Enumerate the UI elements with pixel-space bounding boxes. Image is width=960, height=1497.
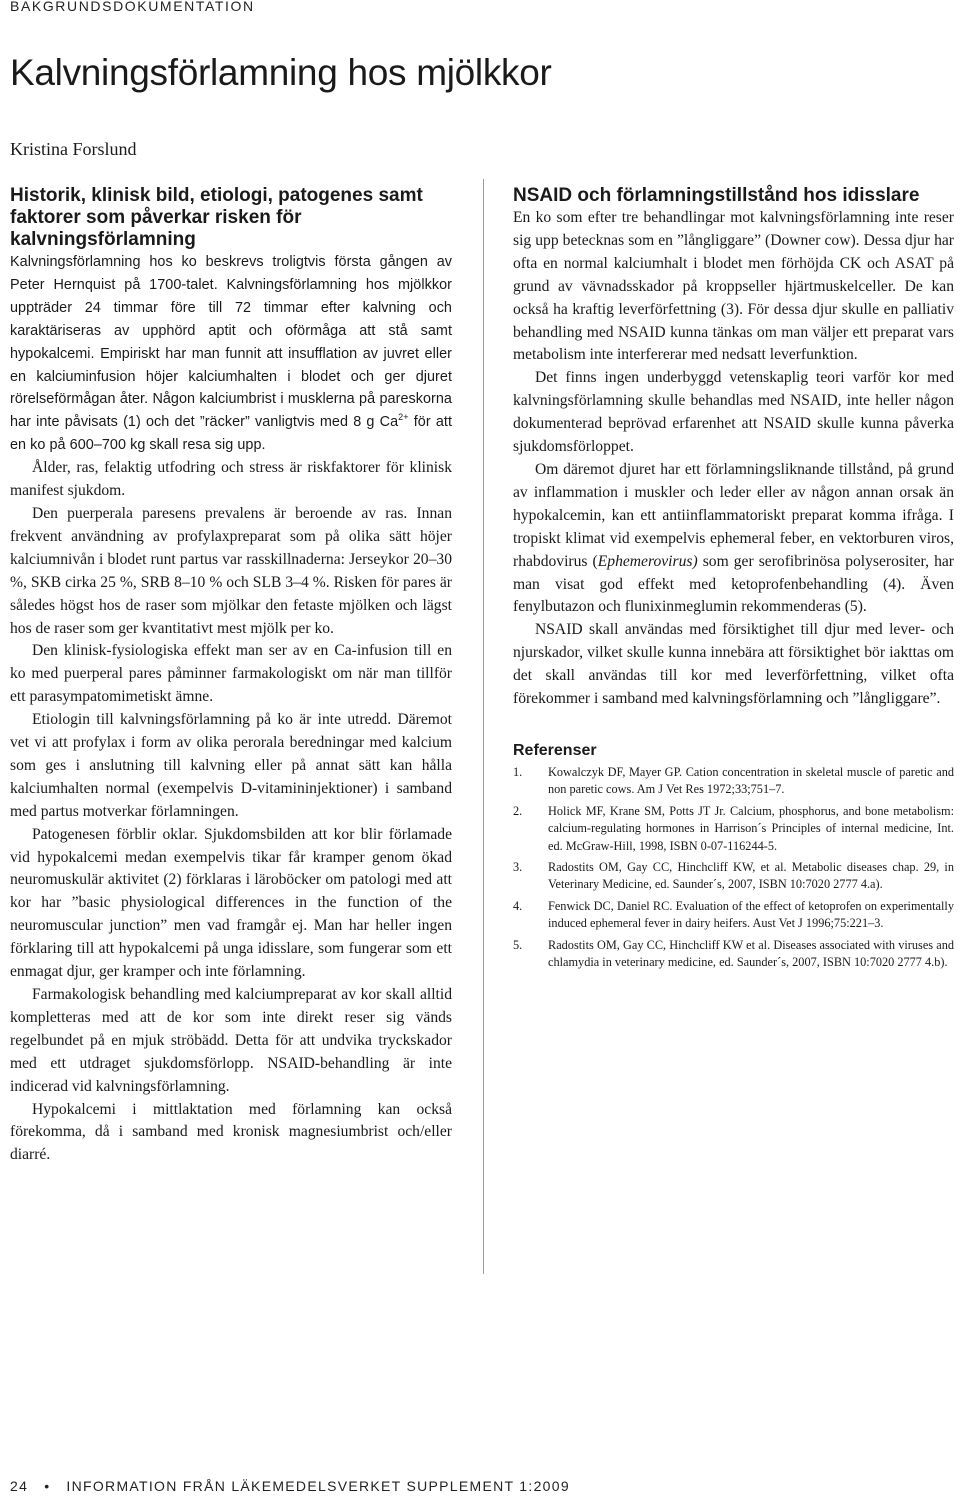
reference-item: [513, 803, 954, 855]
references-heading: Referenser: [513, 741, 597, 759]
reference-item: [513, 898, 954, 933]
paragraph: [513, 459, 954, 619]
reference-text: Kowalczyk DF, Mayer GP. Cation concentration in skeletal muscle of paretic and non paretic cows. Am J Vet Res 1972;33;751–7.: [548, 764, 954, 797]
section-heading-nsaid: NSAID och förlamningstillstånd hos idisslare: [513, 185, 920, 206]
bullet-separator-icon: •: [44, 1478, 51, 1494]
reference-item: [513, 764, 954, 799]
reference-number: 3.: [513, 859, 523, 874]
section-heading-history: Historik, klinisk bild, etiologi, patogenes samt faktorer som påverkar risken för kalvningsförlamning: [10, 185, 423, 250]
right-column: [513, 185, 954, 975]
reference-list: [513, 764, 954, 971]
reference-item: [513, 937, 954, 972]
paragraph-text-tail: för att en ko på 600–700 kg skall resa sig upp.: [10, 414, 452, 454]
reference-text: Holick MF, Krane SM, Potts JT Jr. Calcium, phosphorus, and bone metabolism: calcium-regulating hormones in Harrison´s Principles of internal medicine, Int. ed. McGraw-Hill, 1998, ISBN 0-07-116244-5.: [548, 803, 954, 853]
paragraph: Den puerperala paresens prevalens är beroende av ras. Innan frekvent användning av profylaxpreparat som på olika sätt höjer kalciumnivån i blodet runt partus var rasskillnaderna: Jerseykor 20–30 %, SKB cirka 25 %, SRB 8–10 % och SLB 3–4 %. Risken för pares är således högst hos de raser som mjölkar den fetaste mjölken och lägst hos de raser som ger kvantitativt mest mjölk per ko.: [10, 504, 452, 637]
publication-name: INFORMATION FRÅN LÄKEMEDELSVERKET SUPPLEMENT 1:2009: [66, 1478, 570, 1494]
superscript-charge: 2+: [398, 412, 409, 423]
paragraph: NSAID skall användas med försiktighet till djur med lever- och njurskador, vilket skulle kunna innebära att försiktighet bör iakttas om det skall användas till kor med leverförfettning, vilket ofta förekommer i samband med kalvningsförlamning och ”långliggare”.: [513, 621, 954, 708]
left-column: [10, 185, 452, 1167]
section-label: BAKGRUNDSDOKUMENTATION: [10, 0, 255, 14]
reference-number: 1.: [513, 764, 523, 779]
reference-number: 2.: [513, 803, 523, 818]
paragraph-text: Kalvningsförlamning hos ko beskrevs troligtvis första gången av Peter Hernquist på 1700-talet. Kalvningsförlamning hos mjölkkor uppträder 24 timmar före till 72 timmar efter kalvning och karaktäriseras av upphörd aptit och oförmåga att stå samt hypokalcemi. Empiriskt har man funnit att insufflation av juvret eller en kalciuminfusion höjer kalciumhalten i blodet och ger djuret rörelseförmågan åter. Någon kalciumbrist i musklerna på pareskorna har inte påvisats (1) och det ”räcker” vanligtvis med 8 g Ca: [10, 254, 452, 431]
paragraph: Den klinisk-fysiologiska effekt man ser av en Ca-infusion till en ko med puerperal pares påminner farmakologiskt om när man tillför ett parasympatomimetiskt ämne.: [10, 642, 452, 706]
paragraph: Hypokalcemi i mittlaktation med förlamning kan också förekomma, då i samband med kronisk magnesiumbrist och/eller diarré.: [10, 1100, 452, 1164]
paragraph: En ko som efter tre behandlingar mot kalvningsförlamning inte reser sig upp betecknas som en ”långliggare” (Downer cow). Dessa djur har ofta en normal kalciumhalt i blodet men förhöjda CK och ASAT på grund av vävnadsskador på kroppseller hjärtmuskelceller. De kan också ha kraftig leverförfettning (3). För dessa djur skulle en palliativ behandling med NSAID kunna tänkas om man väljer ett preparat vars metabolism inte interfererar med nedsatt leverfunktion.: [513, 209, 954, 364]
page-footer: [10, 1478, 570, 1494]
paragraph: [10, 251, 452, 457]
reference-text: Radostits OM, Gay CC, Hinchcliff KW et al. Diseases associated with viruses and chlamydia in veterinary medicine, ed. Saunder´s, 2007, ISBN 10:7020 2777 4.b).: [548, 937, 954, 969]
paragraph: Det finns ingen underbyggd vetenskaplig teori varför kor med kalvningsförlamning skulle behandlas med NSAID, inte heller någon dokumenterad beprövad erfarenhet att NSAID skulle kunna påverka sjukdomsförloppet.: [513, 369, 954, 456]
italic-term: Ephemerovirus): [597, 552, 698, 570]
reference-item: [513, 859, 954, 894]
reference-number: 5.: [513, 937, 523, 952]
paragraph: Patogenesen förblir oklar. Sjukdomsbilden att kor blir förlamade vid hypokalcemi medan exempelvis tikar får kramper genom ökad neuromuskulär aktivitet (2) förklaras i läroböcker om patologi med att kor har ”basic physiological differences in the function of the neuromuscular junction” men vad framgår ej. Man har heller ingen förklaring till att hypokalcemi på unga idisslare, som fungerar som ett enmagat djur, ger kramper och inte förlamning.: [10, 825, 452, 981]
column-divider: [483, 179, 484, 1274]
paragraph: Farmakologisk behandling med kalciumpreparat av kor skall alltid kompletteras med att de kor som inte direkt reser sig vänds regelbundet på en mjuk ströbädd. Detta för att undvika tryckskador med ett utdraget sjukdomsförlopp. NSAID-behandling är inte indicerad vid kalvningsförlamning.: [10, 986, 452, 1095]
reference-text: Radostits OM, Gay CC, Hinchcliff KW, et al. Metabolic diseases chap. 29, in Veterinary Medicine, ed. Saunder´s, 2007, ISBN 10:7020 2777 4.a).: [548, 859, 954, 892]
reference-number: 4.: [513, 898, 523, 913]
paragraph: Etiologin till kalvningsförlamning på ko är inte utredd. Däremot vet vi att profylax i form av olika perorala beredningar med kalcium som ges i anslutning till kalvning eller på annat sätt kan hålla kalciumhalten normal (exempelvis D-vitamininjektioner) i samband med partus motverkar förlamningen.: [10, 711, 452, 820]
paragraph-text: Om däremot djuret har ett förlamningsliknande tillstånd, på grund av inflammation i muskler och leder eller av någon annan orsak än hypokalcemin, kan ett antiinflammatoriskt preparat komma ifråga. I tropiskt klimat vid exempelvis ephemeral feber, en vektorburen viros, rhabdovirus (: [513, 460, 954, 570]
page-title: Kalvningsförlamning hos mjölkkor: [10, 52, 552, 93]
page-number: 24: [10, 1478, 29, 1494]
paragraph-text-tail: som ger serofibrinösa polyserositer, har man visat god effekt med ketoprofenbehandling (4). Även fenylbutazon och flunixinmeglumin rekommenderas (5).: [513, 552, 954, 616]
reference-text: Fenwick DC, Daniel RC. Evaluation of the effect of ketoprofen on experimentally induced ephemeral fever in dairy heifers. Aust Vet J 1996;75:221–3.: [548, 898, 954, 931]
author-name: Kristina Forslund: [10, 139, 137, 159]
paragraph: Ålder, ras, felaktig utfodring och stress är riskfaktorer för klinisk manifest sjukdom.: [10, 459, 452, 500]
